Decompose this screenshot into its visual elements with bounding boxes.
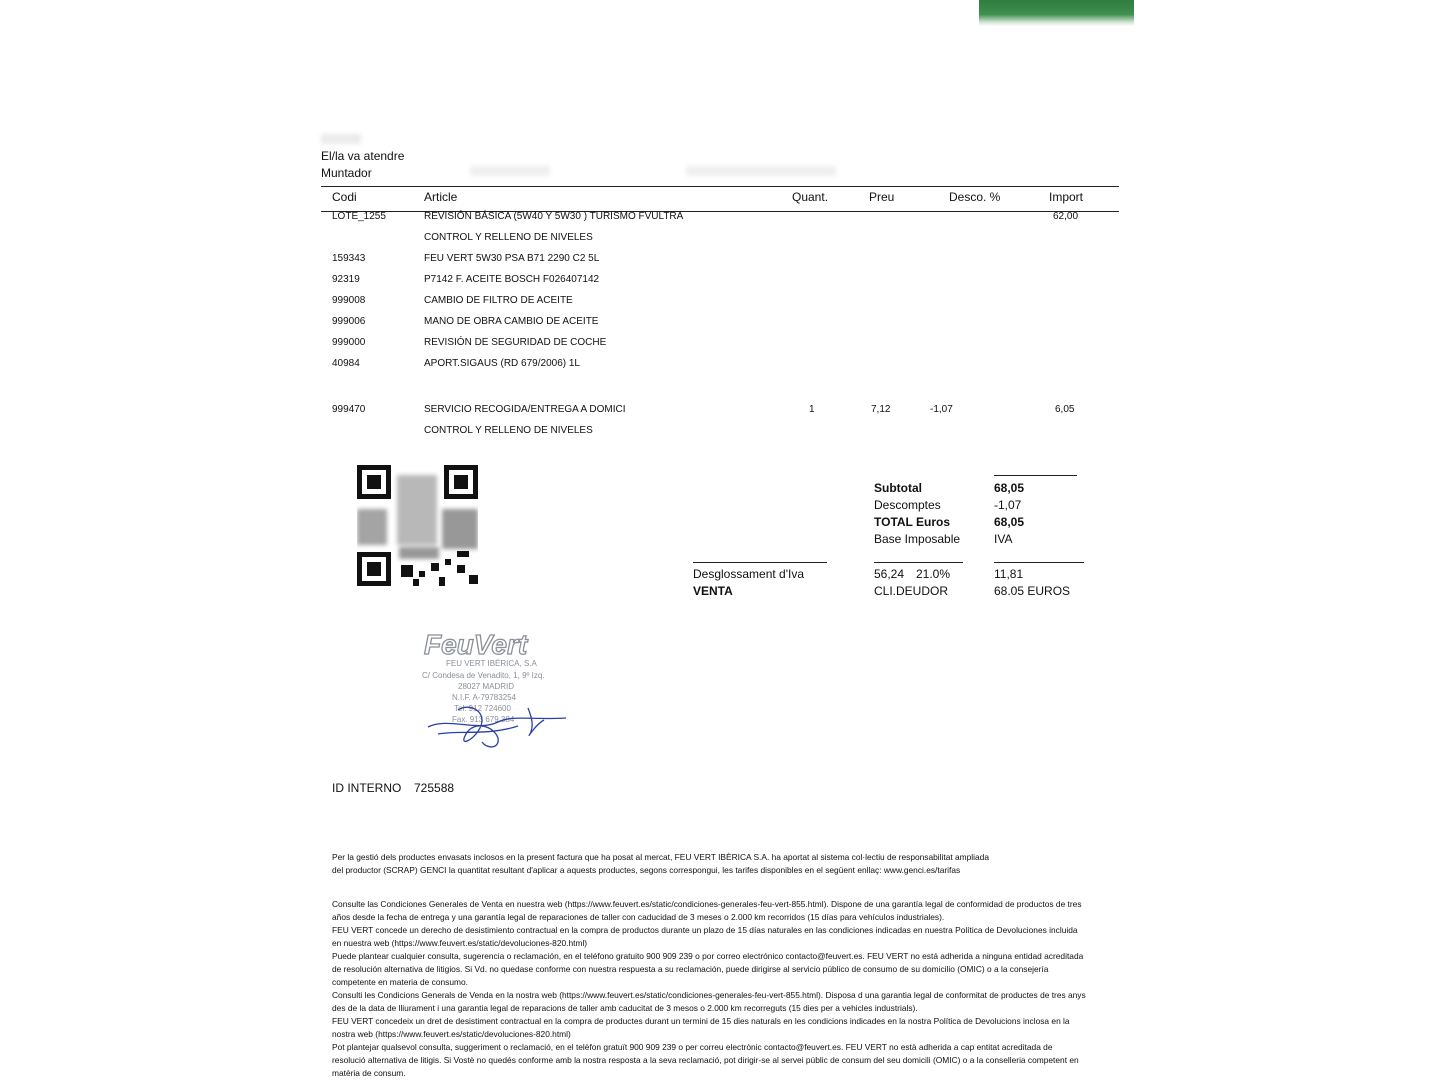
row-amount: 62,00: [1053, 211, 1079, 222]
redacted-fitter: [470, 166, 550, 176]
svg-text:Tel. 912 724600: Tel. 912 724600: [454, 704, 511, 713]
row-price: 7,12: [871, 404, 891, 415]
recycling-notice: [332, 851, 1112, 877]
col-code: Codi: [332, 190, 357, 204]
sale-label: VENTA: [693, 584, 733, 598]
row-article: CAMBIO DE FILTRO DE ACEITE: [424, 295, 573, 306]
redacted-line: [321, 134, 361, 144]
svg-text:C/ Condesa de Venadito, 1, 9º: C/ Condesa de Venadito, 1, 9º Izq.: [422, 671, 545, 680]
breakdown-rule: [693, 562, 827, 563]
row-code: LOTE_1255: [332, 211, 386, 222]
qr-code: [357, 465, 478, 586]
row-code: 999006: [332, 316, 366, 327]
row-article: CONTROL Y RELLENO DE NIVELES: [424, 425, 593, 436]
internal-id-label: ID INTERNO: [332, 781, 402, 795]
terms-notice: [332, 898, 1112, 1080]
assigned-label: El/la va atendre: [321, 149, 405, 163]
svg-text:N.I.F. A-79783254: N.I.F. A-79783254: [452, 693, 517, 702]
col-price: Preu: [869, 190, 895, 204]
col-article: Article: [424, 190, 458, 204]
row-code: 999000: [332, 337, 366, 348]
col-discount: Desco. %: [949, 190, 1001, 204]
discounts-value: -1,07: [994, 498, 1022, 512]
terms-notice-text: Consulte las Condiciones Generales de Venta en nuestra web (https://www.feuvert.es/static/condiciones-generales-feu-vert-855.html). Dispone de una garantía legal de conformidad de productos de tres años desde la fecha de entrega y una garantía legal de reparaciones de taller con caducidad de 3 meses o 2.000 km recorridos (15 días para vehículos industriales). FEU VERT concede un derecho de desistimiento contractual en la compra de productos durante un plazo de 15 días naturales en las condiciones indicadas en nuestra Política de Devoluciones incluida en nuestra web (https://www.feuvert.es/static/devoluciones-820.html) Puede plantear cualquier consulta, sugerencia o reclamación, en el teléfono gratuito 900 909 239 o por correo electrónico contacto@feuvert.es. FEU VERT no está adherida a ninguna entidad acreditada de resolución alternativa de litigios. Si Vd. no quedase conforme con nuestra respuesta a su reclamación, puede dirigirse al servicio público de consumo de su domicilio (OMIC) o a la consejería competente en materia de consumo. Consulti les Condicions Generals de Venda en la nostra web (https://www.feuvert.es/static/condiciones-generales-feu-vert-855.html). Disposa d una garantia legal de conformitat de productes de tres anys des de la data de lliurament i una garantia legal de reparacions de taller amb caducitat de 3 mesos o 2.000 km recorreguts (15 dies per a vehicles industrials). FEU VERT concedeix un dret de desistiment contractual en la compra de productes durant un termini de 15 dies naturals en les condicions indicades en la nostra Política de Devolucions inclosa en la nostra web (https://www.feuvert.es/static/devoluciones-820.html) Pot plantejar qualsevol consulta, suggeriment o reclamació, en el telèfon gratuït 900 909 239 o per correu electrònic contacto@feuvert.es. FEU VERT no està adherida a cap entitat acreditada de resolució alternativa de litigis. Si Vostè no quedés conforme amb la nostra resposta a la seva reclamació, pot dirigir-se al servei públic de consum del seu domicili (OMIC) o a la conselleria competent en matèria de consum.: [332, 899, 1086, 1078]
total-value: 68,05: [994, 515, 1025, 529]
row-code: 159343: [332, 253, 366, 264]
row-article: SERVICIO RECOGIDA/ENTREGA A DOMICI: [424, 404, 626, 415]
table-header: [321, 186, 1119, 212]
row-article: MANO DE OBRA CAMBIO DE ACEITE: [424, 316, 599, 327]
redacted-invoice-number: [686, 166, 836, 176]
row-code: 999470: [332, 404, 366, 415]
svg-text:FeuVert: FeuVert: [424, 629, 528, 660]
base-value: 56,24: [874, 567, 905, 581]
breakdown-label: Desglossament d'Iva: [693, 567, 805, 581]
amount-words: 68.05 EUROS: [994, 584, 1071, 598]
iva-label: IVA: [994, 532, 1013, 546]
fitter-label: Muntador: [321, 166, 372, 180]
row-article: REVISIÓN DE SEGURIDAD DE COCHE: [424, 337, 607, 348]
row-article: REVISIÓN BÁSICA (5W40 Y 5W30 ) TURISMO FVULTRA: [424, 211, 684, 222]
svg-text:FEU VERT IBÉRICA, S.A: FEU VERT IBÉRICA, S.A: [446, 659, 537, 668]
totals-rule: [994, 475, 1077, 476]
base-label: Base Imposable: [874, 532, 961, 546]
row-qty: 1: [809, 404, 815, 415]
base-rule: [874, 562, 963, 563]
row-discount: -1,07: [930, 404, 953, 415]
discounts-label: Descomptes: [874, 498, 941, 512]
company-stamp: [418, 622, 578, 757]
iva-value: 11,81: [994, 567, 1024, 581]
col-amount: Import: [1049, 190, 1084, 204]
internal-id-value: 725588: [414, 781, 455, 795]
row-article: FEU VERT 5W30 PSA B71 2290 C2 5L: [424, 253, 600, 264]
row-amount: 6,05: [1055, 404, 1075, 415]
row-code: 92319: [332, 274, 360, 285]
iva-rate: 21.0%: [916, 567, 951, 581]
subtotal-value: 68,05: [994, 481, 1025, 495]
svg-text:28027 MADRID: 28027 MADRID: [458, 682, 515, 691]
total-label: TOTAL Euros: [874, 515, 951, 529]
svg-text:Fax. 913 679 384: Fax. 913 679 384: [452, 715, 515, 724]
row-code: 999008: [332, 295, 366, 306]
header-banner: [979, 0, 1134, 26]
row-article: P7142 F. ACEITE BOSCH F026407142: [424, 274, 600, 285]
row-code: 40984: [332, 358, 360, 369]
payment-method: CLI.DEUDOR: [874, 584, 949, 598]
col-qty: Quant.: [792, 190, 829, 204]
recycling-notice-text: Per la gestió dels productes envasats inclosos en la present factura que ha posat al mercat, FEU VERT IBÈRICA S.A. ha aportat al sistema col·lectiu de responsabilitat ampliada del productor (SCRAP) GENCI la quantitat resultant d'aplicar a aquests productes, segons correspongui, les tarifes disponibles en el següent enllaç: www.genci.es/tarifas: [332, 852, 990, 875]
row-article: APORT.SIGAUS (RD 679/2006) 1L: [424, 358, 580, 369]
row-article: CONTROL Y RELLENO DE NIVELES: [424, 232, 593, 243]
subtotal-label: Subtotal: [874, 481, 922, 495]
iva-rule: [994, 562, 1084, 563]
